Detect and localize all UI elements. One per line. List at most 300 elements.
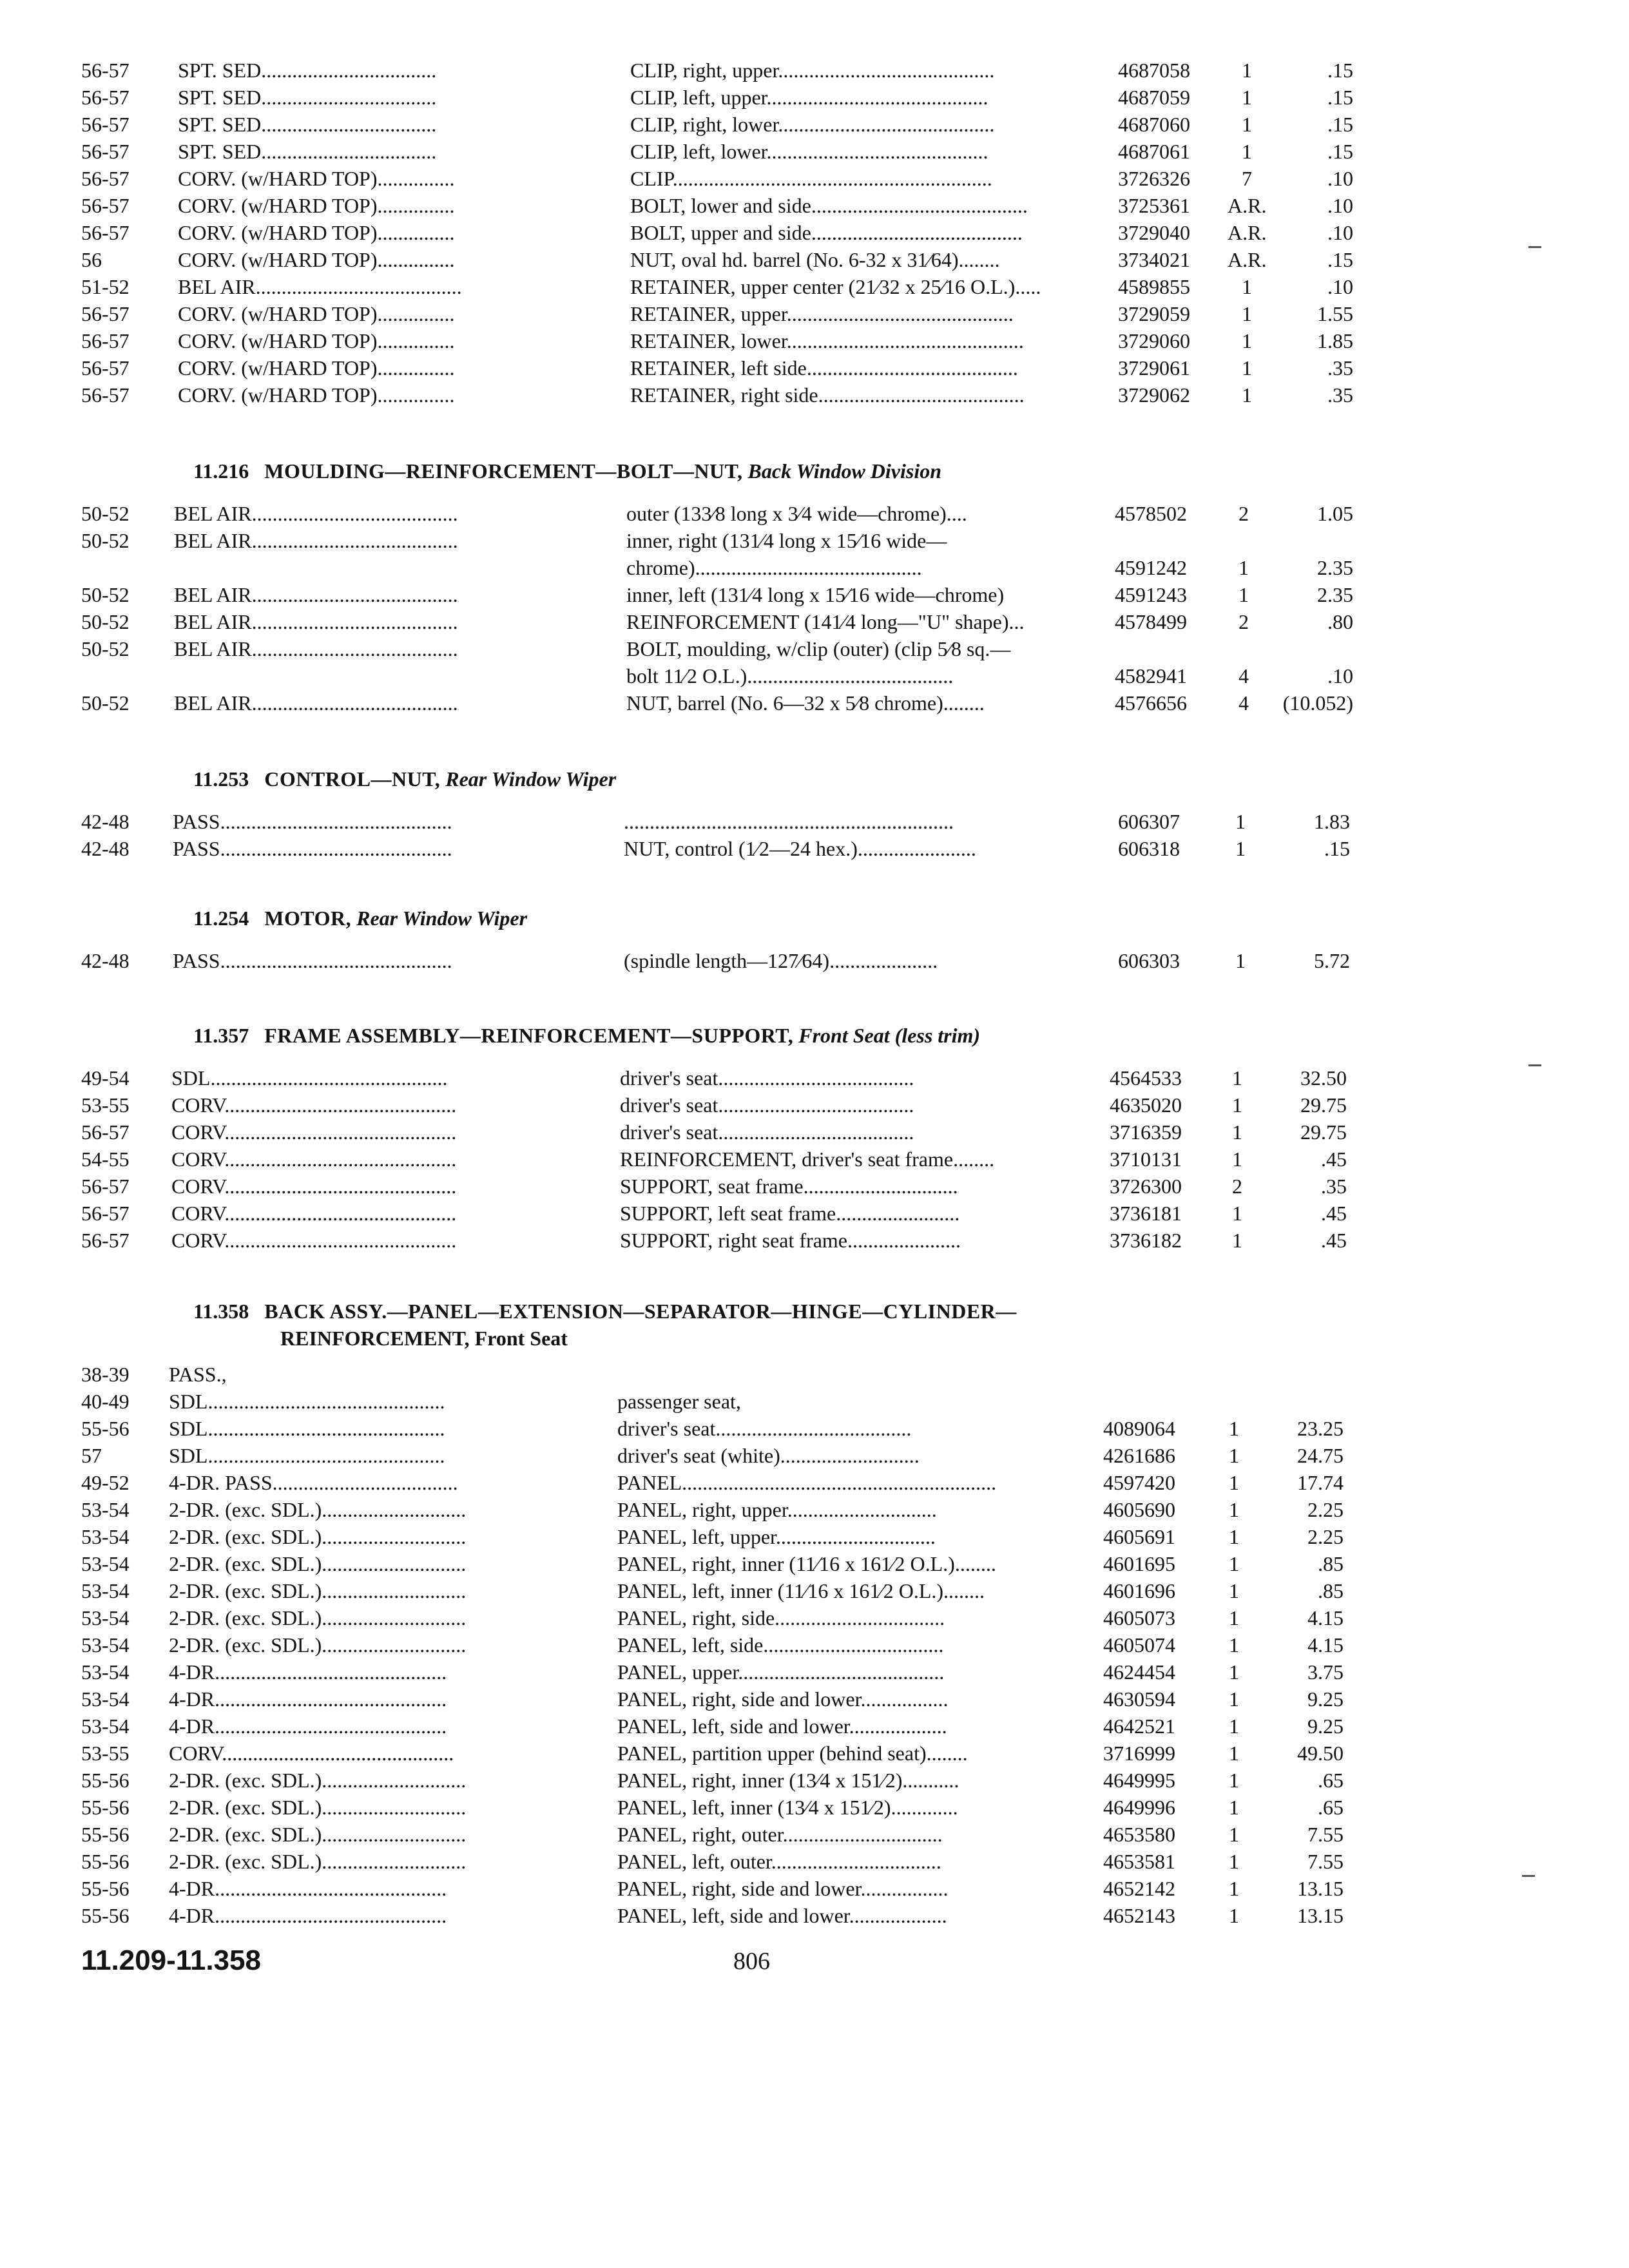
model-name: 4-DR............................................. bbox=[169, 1904, 447, 1927]
model-years: 38-39 bbox=[81, 1363, 130, 1386]
part-description: PANEL, right, outer............................... bbox=[617, 1823, 943, 1846]
section-heading-continued bbox=[280, 1325, 568, 1352]
model-years: 56-57 bbox=[81, 383, 130, 407]
part-number: 4605073 bbox=[1103, 1606, 1175, 1629]
part-number: 3734021 bbox=[1118, 248, 1190, 271]
part-description: REINFORCEMENT, driver's seat frame........ bbox=[620, 1148, 995, 1171]
parts-row bbox=[0, 1119, 1629, 1146]
model-name: PASS............................................. bbox=[173, 810, 452, 833]
quantity: 2 bbox=[1232, 1175, 1242, 1198]
quantity: 1 bbox=[1235, 949, 1246, 972]
part-description: CLIP, left, lower........................................... bbox=[630, 140, 988, 163]
quantity: 1 bbox=[1242, 140, 1252, 163]
list-price: .10 bbox=[1327, 275, 1353, 298]
section-number: 11.216 bbox=[193, 459, 249, 483]
section-number: 11.357 bbox=[193, 1024, 249, 1047]
model-name: 4-DR............................................. bbox=[169, 1687, 447, 1711]
quantity: 1 bbox=[1229, 1742, 1239, 1765]
part-description: BOLT, upper and side......................................... bbox=[630, 221, 1023, 244]
model-years: 55-56 bbox=[81, 1823, 130, 1846]
model-name: 2-DR. (exc. SDL.)............................ bbox=[169, 1823, 467, 1846]
part-description: driver's seat...................................... bbox=[620, 1066, 914, 1090]
part-description: PANEL, right, inner (11⁄16 x 161⁄2 O.L.)........ bbox=[617, 1552, 996, 1575]
quantity: 1 bbox=[1229, 1498, 1239, 1521]
model-years: 56-57 bbox=[81, 1229, 130, 1252]
list-price: 17.74 bbox=[1297, 1471, 1344, 1494]
list-price: 7.55 bbox=[1307, 1823, 1344, 1846]
model-years: 53-54 bbox=[81, 1552, 130, 1575]
parts-row bbox=[0, 635, 1629, 662]
section-subtitle: Front Seat (less trim) bbox=[798, 1024, 981, 1047]
quantity: 4 bbox=[1239, 691, 1249, 715]
part-number: 4576656 bbox=[1115, 691, 1187, 715]
part-number: 4652142 bbox=[1103, 1877, 1175, 1900]
margin-mark bbox=[1522, 1875, 1535, 1877]
model-years: 56-57 bbox=[81, 1202, 130, 1225]
model-years: 56-57 bbox=[81, 1175, 130, 1198]
list-price: 1.05 bbox=[1317, 502, 1353, 525]
part-number: 4653581 bbox=[1103, 1850, 1175, 1873]
model-years: 56-57 bbox=[81, 59, 130, 82]
list-price: .10 bbox=[1327, 194, 1353, 217]
section-heading bbox=[193, 457, 941, 485]
list-price: 13.15 bbox=[1297, 1877, 1344, 1900]
list-price: .80 bbox=[1327, 610, 1353, 633]
parts-row bbox=[0, 1875, 1629, 1902]
parts-row bbox=[0, 1767, 1629, 1794]
model-years: 56-57 bbox=[81, 302, 130, 325]
model-name: CORV. (w/HARD TOP)............... bbox=[178, 221, 455, 244]
model-years: 56-57 bbox=[81, 1120, 130, 1144]
part-description: outer (133⁄8 long x 3⁄4 wide—chrome).... bbox=[626, 502, 967, 525]
part-number: 4261686 bbox=[1103, 1444, 1175, 1467]
list-price: 29.75 bbox=[1300, 1120, 1347, 1144]
part-number: 606307 bbox=[1118, 810, 1180, 833]
part-description: PANEL, right, inner (13⁄4 x 151⁄2)........... bbox=[617, 1769, 959, 1792]
part-number: 4578499 bbox=[1115, 610, 1187, 633]
model-years: 50-52 bbox=[81, 583, 130, 606]
section-subtitle: Rear Window Wiper bbox=[445, 767, 617, 791]
list-price: 9.25 bbox=[1307, 1687, 1344, 1711]
list-price: 4.15 bbox=[1307, 1606, 1344, 1629]
quantity: 1 bbox=[1239, 583, 1249, 606]
section-number: 11.253 bbox=[193, 767, 249, 791]
list-price: .10 bbox=[1327, 167, 1353, 190]
parts-row bbox=[0, 527, 1629, 554]
parts-row bbox=[0, 1091, 1629, 1119]
part-description: SUPPORT, left seat frame........................ bbox=[620, 1202, 960, 1225]
model-name: 2-DR. (exc. SDL.)............................ bbox=[169, 1525, 467, 1548]
model-years: 55-56 bbox=[81, 1769, 130, 1792]
part-description: passenger seat, bbox=[617, 1390, 741, 1413]
quantity: 1 bbox=[1229, 1823, 1239, 1846]
part-description: PANEL, right, side and lower................. bbox=[617, 1877, 949, 1900]
page-section-range: 11.209-11.358 bbox=[81, 1945, 261, 1976]
parts-row bbox=[0, 1577, 1629, 1604]
list-price: 2.25 bbox=[1307, 1498, 1344, 1521]
margin-mark bbox=[1528, 246, 1541, 248]
model-years: 55-56 bbox=[81, 1904, 130, 1927]
list-price: .65 bbox=[1318, 1796, 1344, 1819]
margin-mark bbox=[1528, 1064, 1541, 1066]
parts-row bbox=[0, 1902, 1629, 1929]
part-description: NUT, barrel (No. 6—32 x 5⁄8 chrome)........ bbox=[626, 691, 985, 715]
part-description: PANEL, left, side and lower................... bbox=[617, 1904, 947, 1927]
model-years: 50-52 bbox=[81, 502, 130, 525]
part-description: REINFORCEMENT (141⁄4 long—"U" shape)... bbox=[626, 610, 1025, 633]
list-price: .45 bbox=[1321, 1148, 1347, 1171]
model-name: 2-DR. (exc. SDL.)............................ bbox=[169, 1498, 467, 1521]
part-description: CLIP, left, upper........................................... bbox=[630, 86, 988, 109]
part-number: 3716999 bbox=[1103, 1742, 1175, 1765]
part-description: PANEL............................................................. bbox=[617, 1471, 997, 1494]
section-title: CONTROL—NUT, bbox=[264, 767, 441, 791]
part-number: 3726326 bbox=[1118, 167, 1190, 190]
section-heading bbox=[193, 1298, 1017, 1325]
section-subtitle: Front Seat bbox=[474, 1327, 568, 1350]
parts-row bbox=[0, 354, 1629, 381]
model-name: BEL AIR........................................ bbox=[174, 610, 458, 633]
part-description: driver's seat...................................... bbox=[620, 1093, 914, 1117]
model-years: 56-57 bbox=[81, 86, 130, 109]
model-years: 56-57 bbox=[81, 140, 130, 163]
parts-row bbox=[0, 1227, 1629, 1254]
section-subtitle: Rear Window Wiper bbox=[356, 907, 528, 930]
list-price: 2.35 bbox=[1317, 556, 1353, 579]
list-price: 23.25 bbox=[1297, 1417, 1344, 1440]
quantity: 1 bbox=[1229, 1471, 1239, 1494]
parts-row bbox=[0, 1550, 1629, 1577]
list-price: .35 bbox=[1327, 383, 1353, 407]
parts-row bbox=[0, 947, 1629, 974]
part-description: RETAINER, left side......................................... bbox=[630, 356, 1018, 380]
part-number: 4582941 bbox=[1115, 664, 1187, 687]
list-price: .85 bbox=[1318, 1579, 1344, 1602]
quantity: 1 bbox=[1229, 1552, 1239, 1575]
model-years: 49-54 bbox=[81, 1066, 130, 1090]
parts-row bbox=[0, 835, 1629, 862]
part-number: 4687059 bbox=[1118, 86, 1190, 109]
quantity: 1 bbox=[1232, 1229, 1242, 1252]
quantity: 1 bbox=[1242, 329, 1252, 352]
parts-row bbox=[0, 219, 1629, 246]
model-name: SPT. SED.................................. bbox=[178, 59, 437, 82]
quantity: 1 bbox=[1229, 1687, 1239, 1711]
model-name: 4-DR............................................. bbox=[169, 1877, 447, 1900]
list-price: 2.35 bbox=[1317, 583, 1353, 606]
part-description: ................................................................ bbox=[624, 810, 954, 833]
model-name: BEL AIR........................................ bbox=[174, 637, 458, 660]
part-number: 4624454 bbox=[1103, 1660, 1175, 1684]
model-years: 40-49 bbox=[81, 1390, 130, 1413]
model-name: CORV............................................. bbox=[171, 1229, 457, 1252]
section-subtitle: Back Window Division bbox=[747, 459, 942, 483]
model-years: 55-56 bbox=[81, 1850, 130, 1873]
list-price: 7.55 bbox=[1307, 1850, 1344, 1873]
model-name: SPT. SED.................................. bbox=[178, 140, 437, 163]
parts-row bbox=[0, 689, 1629, 716]
quantity: 1 bbox=[1242, 59, 1252, 82]
list-price: 32.50 bbox=[1300, 1066, 1347, 1090]
quantity: 1 bbox=[1242, 383, 1252, 407]
list-price: .15 bbox=[1327, 113, 1353, 136]
model-name: PASS............................................. bbox=[173, 949, 452, 972]
part-number: 3729060 bbox=[1118, 329, 1190, 352]
part-description: BOLT, lower and side.......................................... bbox=[630, 194, 1028, 217]
parts-row bbox=[0, 1686, 1629, 1713]
part-number: 4635020 bbox=[1110, 1093, 1182, 1117]
list-price: .85 bbox=[1318, 1552, 1344, 1575]
model-name: BEL AIR........................................ bbox=[174, 529, 458, 552]
part-number: 4642521 bbox=[1103, 1715, 1175, 1738]
quantity: 1 bbox=[1229, 1796, 1239, 1819]
part-number: 3729062 bbox=[1118, 383, 1190, 407]
part-description: RETAINER, lower.............................................. bbox=[630, 329, 1024, 352]
list-price: .10 bbox=[1327, 664, 1353, 687]
parts-row bbox=[0, 581, 1629, 608]
model-years: 50-52 bbox=[81, 637, 130, 660]
section-title: MOULDING—REINFORCEMENT—BOLT—NUT, bbox=[264, 459, 743, 483]
part-number: 4652143 bbox=[1103, 1904, 1175, 1927]
model-years: 53-54 bbox=[81, 1579, 130, 1602]
model-years: 56-57 bbox=[81, 194, 130, 217]
quantity: 1 bbox=[1229, 1877, 1239, 1900]
part-description: driver's seat...................................... bbox=[620, 1120, 914, 1144]
model-name: CORV............................................. bbox=[169, 1742, 454, 1765]
model-years: 53-55 bbox=[81, 1742, 130, 1765]
part-number: 3725361 bbox=[1118, 194, 1190, 217]
part-description: PANEL, left, inner (11⁄16 x 161⁄2 O.L.)........ bbox=[617, 1579, 985, 1602]
model-years: 53-54 bbox=[81, 1715, 130, 1738]
quantity: A.R. bbox=[1228, 194, 1267, 217]
part-number: 3716359 bbox=[1110, 1120, 1182, 1144]
quantity: 1 bbox=[1229, 1417, 1239, 1440]
parts-row bbox=[0, 192, 1629, 219]
model-years: 53-54 bbox=[81, 1498, 130, 1521]
part-number: 3729059 bbox=[1118, 302, 1190, 325]
model-name: BEL AIR........................................ bbox=[174, 583, 458, 606]
model-years: 42-48 bbox=[81, 949, 130, 972]
model-name: SDL.............................................. bbox=[169, 1417, 445, 1440]
list-price: .45 bbox=[1321, 1202, 1347, 1225]
part-number: 3736182 bbox=[1110, 1229, 1182, 1252]
list-price: 1.83 bbox=[1314, 810, 1350, 833]
parts-row bbox=[0, 1794, 1629, 1821]
list-price: 5.72 bbox=[1314, 949, 1350, 972]
list-price: .15 bbox=[1327, 59, 1353, 82]
model-name: 2-DR. (exc. SDL.)............................ bbox=[169, 1606, 467, 1629]
section-heading bbox=[193, 765, 616, 793]
quantity: 1 bbox=[1242, 356, 1252, 380]
model-name: CORV. (w/HARD TOP)............... bbox=[178, 194, 455, 217]
list-price: .65 bbox=[1318, 1769, 1344, 1792]
model-name: 2-DR. (exc. SDL.)............................ bbox=[169, 1633, 467, 1657]
model-name: BEL AIR........................................ bbox=[174, 691, 458, 715]
part-description: RETAINER, upper center (21⁄32 x 25⁄16 O.L.)..... bbox=[630, 275, 1041, 298]
quantity: 7 bbox=[1242, 167, 1252, 190]
part-description: inner, right (131⁄4 long x 15⁄16 wide— bbox=[626, 529, 947, 552]
list-price: .35 bbox=[1321, 1175, 1347, 1198]
model-years: 55-56 bbox=[81, 1877, 130, 1900]
model-name: 2-DR. (exc. SDL.)............................ bbox=[169, 1850, 467, 1873]
part-description: CLIP, right, lower.......................................... bbox=[630, 113, 995, 136]
model-name: 2-DR. (exc. SDL.)............................ bbox=[169, 1552, 467, 1575]
model-years: 53-54 bbox=[81, 1687, 130, 1711]
part-description: PANEL, left, outer................................. bbox=[617, 1850, 941, 1873]
list-price: .15 bbox=[1327, 86, 1353, 109]
model-name: PASS., bbox=[169, 1363, 227, 1386]
model-years: 55-56 bbox=[81, 1417, 130, 1440]
part-description: SUPPORT, seat frame.............................. bbox=[620, 1175, 958, 1198]
parts-row bbox=[0, 1604, 1629, 1631]
model-years: 56-57 bbox=[81, 329, 130, 352]
part-description: NUT, control (1⁄2—24 hex.)....................... bbox=[624, 837, 976, 860]
model-name: SPT. SED.................................. bbox=[178, 86, 437, 109]
model-name: CORV. (w/HARD TOP)............... bbox=[178, 329, 455, 352]
model-years: 53-54 bbox=[81, 1525, 130, 1548]
part-description: (spindle length—127⁄64)..................... bbox=[624, 949, 938, 972]
quantity: A.R. bbox=[1228, 221, 1267, 244]
parts-row bbox=[0, 608, 1629, 635]
part-description: NUT, oval hd. barrel (No. 6-32 x 31⁄64)........ bbox=[630, 248, 1000, 271]
section-title-line2: REINFORCEMENT, bbox=[280, 1327, 470, 1350]
parts-row bbox=[0, 808, 1629, 835]
part-number: 4653580 bbox=[1103, 1823, 1175, 1846]
model-years: 51-52 bbox=[81, 275, 130, 298]
quantity: 1 bbox=[1239, 556, 1249, 579]
list-price: 29.75 bbox=[1300, 1093, 1347, 1117]
quantity: 1 bbox=[1229, 1444, 1239, 1467]
model-name: CORV............................................. bbox=[171, 1175, 457, 1198]
quantity: 1 bbox=[1232, 1066, 1242, 1090]
part-description: driver's seat...................................... bbox=[617, 1417, 912, 1440]
model-name: 4-DR............................................. bbox=[169, 1660, 447, 1684]
model-name: CORV............................................. bbox=[171, 1093, 457, 1117]
parts-row bbox=[0, 1496, 1629, 1523]
parts-row bbox=[0, 1415, 1629, 1442]
part-description: PANEL, left, upper............................... bbox=[617, 1525, 936, 1548]
model-years: 49-52 bbox=[81, 1471, 130, 1494]
quantity: 1 bbox=[1242, 275, 1252, 298]
part-description: PANEL, partition upper (behind seat)........ bbox=[617, 1742, 968, 1765]
quantity: 1 bbox=[1229, 1715, 1239, 1738]
parts-row bbox=[0, 1469, 1629, 1496]
quantity: 1 bbox=[1232, 1093, 1242, 1117]
parts-row bbox=[0, 57, 1629, 84]
part-number: 3736181 bbox=[1110, 1202, 1182, 1225]
model-name: CORV. (w/HARD TOP)............... bbox=[178, 383, 455, 407]
part-number: 4591242 bbox=[1115, 556, 1187, 579]
quantity: 1 bbox=[1232, 1202, 1242, 1225]
part-number: 4597420 bbox=[1103, 1471, 1175, 1494]
part-number: 4649996 bbox=[1103, 1796, 1175, 1819]
model-years: 50-52 bbox=[81, 610, 130, 633]
quantity: 4 bbox=[1239, 664, 1249, 687]
section-number: 11.358 bbox=[193, 1300, 249, 1323]
part-description: PANEL, right, side and lower................. bbox=[617, 1687, 949, 1711]
quantity: 1 bbox=[1232, 1148, 1242, 1171]
parts-row bbox=[0, 1200, 1629, 1227]
part-number: 3729061 bbox=[1118, 356, 1190, 380]
part-description: PANEL, right, side................................. bbox=[617, 1606, 945, 1629]
list-price: 13.15 bbox=[1297, 1904, 1344, 1927]
parts-row bbox=[0, 500, 1629, 527]
section-title: BACK ASSY.—PANEL—EXTENSION—SEPARATOR—HINGE—CYLINDER— bbox=[264, 1300, 1017, 1323]
parts-row bbox=[0, 381, 1629, 408]
parts-row bbox=[0, 1740, 1629, 1767]
parts-row bbox=[0, 662, 1629, 689]
part-number: 4687060 bbox=[1118, 113, 1190, 136]
page-number: 806 bbox=[733, 1948, 770, 1975]
quantity: 1 bbox=[1235, 810, 1246, 833]
part-number: 4591243 bbox=[1115, 583, 1187, 606]
quantity: 1 bbox=[1229, 1769, 1239, 1792]
model-name: CORV. (w/HARD TOP)............... bbox=[178, 248, 455, 271]
section-heading bbox=[193, 1022, 980, 1049]
list-price: .10 bbox=[1327, 221, 1353, 244]
list-price: 2.25 bbox=[1307, 1525, 1344, 1548]
model-name: CORV. (w/HARD TOP)............... bbox=[178, 356, 455, 380]
list-price: 4.15 bbox=[1307, 1633, 1344, 1657]
part-number: 4601696 bbox=[1103, 1579, 1175, 1602]
part-number: 4564533 bbox=[1110, 1066, 1182, 1090]
parts-row bbox=[0, 1631, 1629, 1658]
list-price: 3.75 bbox=[1307, 1660, 1344, 1684]
quantity: 1 bbox=[1229, 1633, 1239, 1657]
part-number: 4601695 bbox=[1103, 1552, 1175, 1575]
quantity: A.R. bbox=[1228, 248, 1267, 271]
parts-row bbox=[0, 300, 1629, 327]
model-name: CORV............................................. bbox=[171, 1202, 457, 1225]
model-name: CORV. (w/HARD TOP)............... bbox=[178, 302, 455, 325]
model-name: SDL.............................................. bbox=[169, 1390, 445, 1413]
part-description: PANEL, left, side................................... bbox=[617, 1633, 944, 1657]
part-description: driver's seat (white)........................... bbox=[617, 1444, 920, 1467]
model-years: 56-57 bbox=[81, 113, 130, 136]
parts-row bbox=[0, 1173, 1629, 1200]
section-title: MOTOR, bbox=[264, 907, 352, 930]
list-price: 49.50 bbox=[1297, 1742, 1344, 1765]
part-description: SUPPORT, right seat frame...................... bbox=[620, 1229, 961, 1252]
part-number: 606303 bbox=[1118, 949, 1180, 972]
part-description: inner, left (131⁄4 long x 15⁄16 wide—chrome) bbox=[626, 583, 1005, 606]
quantity: 1 bbox=[1229, 1606, 1239, 1629]
part-number: 3710131 bbox=[1110, 1148, 1182, 1171]
model-years: 54-55 bbox=[81, 1148, 130, 1171]
parts-row bbox=[0, 138, 1629, 165]
part-description: CLIP, right, upper.......................................... bbox=[630, 59, 995, 82]
parts-row bbox=[0, 1361, 1629, 1388]
part-description: chrome)............................................ bbox=[626, 556, 922, 579]
parts-row bbox=[0, 1146, 1629, 1173]
list-price: .15 bbox=[1327, 248, 1353, 271]
part-description: PANEL, left, side and lower................... bbox=[617, 1715, 947, 1738]
model-years: 42-48 bbox=[81, 810, 130, 833]
list-price: 1.55 bbox=[1317, 302, 1353, 325]
model-years: 53-55 bbox=[81, 1093, 130, 1117]
list-price: .15 bbox=[1327, 140, 1353, 163]
part-number: 3726300 bbox=[1110, 1175, 1182, 1198]
model-years: 56-57 bbox=[81, 356, 130, 380]
parts-row bbox=[0, 1713, 1629, 1740]
model-name: 4-DR. PASS.................................... bbox=[169, 1471, 458, 1494]
model-years: 57 bbox=[81, 1444, 102, 1467]
part-description: PANEL, left, inner (13⁄4 x 151⁄2)............. bbox=[617, 1796, 958, 1819]
part-description: CLIP.............................................................. bbox=[630, 167, 992, 190]
model-name: CORV............................................. bbox=[171, 1148, 457, 1171]
parts-row bbox=[0, 1388, 1629, 1415]
model-name: PASS............................................. bbox=[173, 837, 452, 860]
